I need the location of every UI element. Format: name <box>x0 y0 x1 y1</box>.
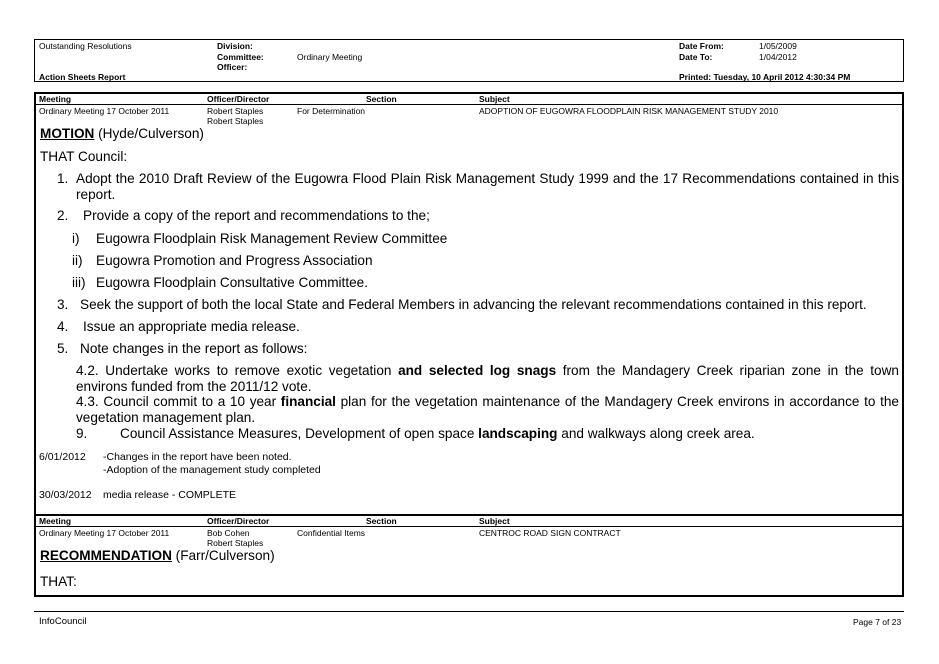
resolution-intro: THAT Council: <box>40 149 128 164</box>
sub-i-number: i) <box>72 231 80 246</box>
division-label: Division: <box>217 41 253 51</box>
recommendation-heading <box>40 548 275 563</box>
footer-app-name: InfoCouncil <box>39 616 87 627</box>
date-to-value: 1/04/2012 <box>759 52 797 62</box>
change-4-3-text-a: 4.3. Council commit to a 10 year <box>76 394 281 409</box>
record1-director: Robert Staples <box>207 116 264 126</box>
item-2-number: 2. <box>57 208 69 223</box>
printed-value: Tuesday, 10 April 2012 4:30:34 PM <box>713 72 851 82</box>
record1-section: For Determination <box>297 106 366 116</box>
report-category: Outstanding Resolutions <box>39 41 132 51</box>
motion-movers: (Hyde/Culverson) <box>94 126 204 141</box>
note-1-line-1: -Changes in the report have been noted. <box>103 451 292 463</box>
committee-value: Ordinary Meeting <box>297 52 363 62</box>
column-header-subject: Subject <box>479 94 510 104</box>
note-1-line-2: -Adoption of the management study completed <box>103 464 321 476</box>
record2-section: Confidential Items <box>297 528 366 538</box>
item-2-text: Provide a copy of the report and recommendations to the; <box>83 208 430 223</box>
printed-label: Printed: <box>679 72 712 82</box>
column-header-officer: Officer/Director <box>207 94 270 104</box>
item-4-number: 4. <box>57 319 69 334</box>
officer-label: Officer: <box>217 62 248 72</box>
item-3-number: 3. <box>57 297 69 312</box>
column-header-section: Section <box>366 94 397 104</box>
change-4-2-text-b: from the Mandagery Creek riparian zone in the town environs funded from the 2011/12 vote. <box>76 363 899 394</box>
sub-i-text: Eugowra Floodplain Risk Management Review Committee <box>96 231 448 246</box>
record1-officer: Robert Staples <box>207 106 264 116</box>
record2-subject: CENTROC ROAD SIGN CONTRACT <box>479 528 621 538</box>
change-4-2-emphasis: and selected log snags <box>398 363 557 378</box>
record1-subject: ADOPTION OF EUGOWRA FLOODPLAIN RISK MANAGEMENT STUDY 2010 <box>479 106 779 116</box>
committee-label: Committee: <box>217 52 264 62</box>
date-from-label: Date From: <box>679 41 724 51</box>
change-4-3 <box>76 394 899 426</box>
recommendation-movers: (Farr/Culverson) <box>171 548 275 563</box>
change-9-emphasis: landscaping <box>478 426 558 441</box>
item-1-number: 1. <box>57 171 69 186</box>
item-4-text: Issue an appropriate media release. <box>83 319 300 334</box>
report-name: Action Sheets Report <box>39 72 126 82</box>
item-1-text: Adopt the 2010 Draft Review of the Eugowra Flood Plain Risk Management Study 1999 and the 17 Recommendations contained in this report. <box>76 171 899 202</box>
sub-ii-text: Eugowra Promotion and Progress Association <box>96 253 373 268</box>
note-1-date: 6/01/2012 <box>39 451 86 463</box>
record1-meeting: Ordinary Meeting 17 October 2011 <box>39 106 170 116</box>
change-4-2 <box>76 363 899 395</box>
change-9 <box>120 426 755 441</box>
recommendation-word: RECOMMENDATION <box>40 548 172 563</box>
column-header-officer-2: Officer/Director <box>207 516 270 526</box>
item-3-text: Seek the support of both the local State and Federal Members in advancing the relevant recommendations contained in this report. <box>80 297 867 312</box>
recommendation-intro: THAT: <box>40 574 77 589</box>
column-header-section-2: Section <box>366 516 397 526</box>
column-header-subject-2: Subject <box>479 516 510 526</box>
note-2-text: media release - COMPLETE <box>103 489 237 501</box>
column-header-divider <box>34 104 904 105</box>
page-number: Page 7 of 23 <box>853 617 902 627</box>
change-9-text-b: and walkways along creek area. <box>557 426 755 441</box>
note-2-date: 30/03/2012 <box>39 489 92 501</box>
sub-iii-text: Eugowra Floodplain Consultative Committee. <box>96 275 369 290</box>
record2-officer: Bob Cohen <box>207 528 250 538</box>
date-from-value: 1/05/2009 <box>759 41 797 51</box>
column-header-divider-2 <box>34 526 904 527</box>
sub-iii-number: iii) <box>72 275 86 290</box>
change-9-number: 9. <box>76 426 88 441</box>
printed-timestamp <box>679 72 850 82</box>
column-header-meeting: Meeting <box>39 94 72 104</box>
date-to-label: Date To: <box>679 52 713 62</box>
item-5-text: Note changes in the report as follows: <box>80 341 308 356</box>
page-footer <box>34 611 904 612</box>
column-header-meeting-2: Meeting <box>39 516 72 526</box>
change-4-3-text-b: plan for the vegetation maintenance of the Mandagery Creek environs in accordance to the vegetation management plan. <box>76 394 899 425</box>
change-4-2-text-a: 4.2. Undertake works to remove exotic vegetation <box>76 363 399 378</box>
motion-heading <box>40 126 204 141</box>
record2-director: Robert Staples <box>207 538 264 548</box>
item-5-number: 5. <box>57 341 69 356</box>
change-9-text-a: Council Assistance Measures, Development of open space <box>120 426 479 441</box>
change-4-3-emphasis: financial <box>280 394 336 409</box>
record2-meeting: Ordinary Meeting 17 October 2011 <box>39 528 170 538</box>
sub-ii-number: ii) <box>72 253 83 268</box>
record-divider <box>34 514 904 516</box>
motion-word: MOTION <box>40 126 95 141</box>
